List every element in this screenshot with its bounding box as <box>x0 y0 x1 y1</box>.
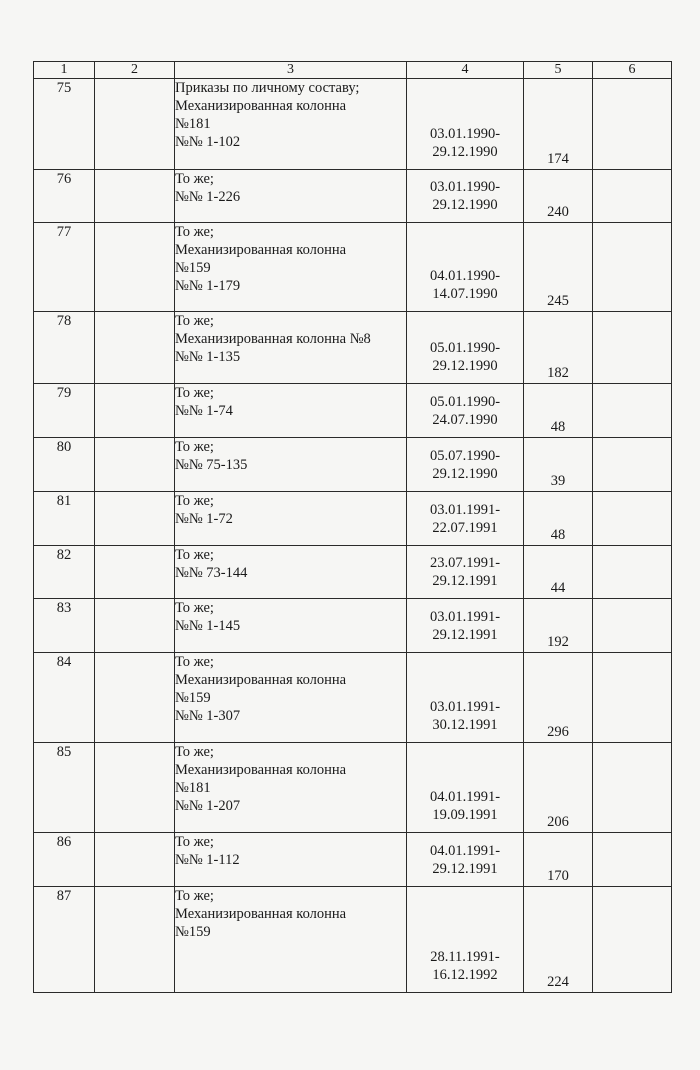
item-title-line: Механизированная колонна №8 <box>175 331 371 347</box>
table-header-row <box>34 62 672 79</box>
table-row <box>34 599 672 653</box>
date-range-cell <box>407 79 524 170</box>
date-start: 04.01.1990- <box>429 268 501 284</box>
col2-cell <box>95 312 175 384</box>
date-end: 14.07.1990 <box>432 286 498 302</box>
date-start: 04.01.1991- <box>429 843 501 859</box>
item-title-line: Механизированная колонна <box>175 762 347 778</box>
col2-cell <box>95 223 175 312</box>
item-title-line: Механизированная колонна <box>175 906 347 922</box>
date-end: 29.12.1990 <box>432 144 498 160</box>
date-range-cell <box>407 887 524 993</box>
sheet-count-cell: 48 <box>524 384 593 438</box>
col2-cell <box>95 170 175 223</box>
date-end: 29.12.1991 <box>432 861 498 877</box>
header-cell: 1 <box>34 62 95 79</box>
item-title-cell <box>175 546 407 599</box>
sheet-count-cell: 182 <box>524 312 593 384</box>
date-range-cell <box>407 438 524 492</box>
col2-cell <box>95 743 175 833</box>
item-title-line: То же; <box>175 834 214 850</box>
col6-cell <box>593 384 672 438</box>
col6-cell <box>593 546 672 599</box>
table-row <box>34 492 672 546</box>
item-title-line: То же; <box>175 313 214 329</box>
table-row <box>34 887 672 993</box>
item-title-line: То же; <box>175 600 214 616</box>
item-number-cell: 82 <box>34 546 95 599</box>
table-body <box>34 79 672 993</box>
date-range-cell <box>407 312 524 384</box>
item-title-cell <box>175 223 407 312</box>
date-start: 03.01.1990- <box>429 179 501 195</box>
date-range-cell <box>407 170 524 223</box>
sheet-count-cell: 174 <box>524 79 593 170</box>
header-cell: 6 <box>593 62 672 79</box>
item-title-cell <box>175 170 407 223</box>
col2-cell <box>95 438 175 492</box>
date-start: 05.07.1990- <box>429 448 501 464</box>
col2-cell <box>95 599 175 653</box>
sheet-count-cell: 192 <box>524 599 593 653</box>
sheet-count-cell: 206 <box>524 743 593 833</box>
item-title-cell <box>175 492 407 546</box>
item-title-line: №№ 1-179 <box>175 278 241 294</box>
date-end: 29.12.1991 <box>432 573 498 589</box>
date-end: 19.09.1991 <box>432 807 498 823</box>
date-start: 28.11.1991- <box>430 949 500 965</box>
item-title-cell <box>175 312 407 384</box>
item-title-line: Механизированная колонна <box>175 98 347 114</box>
table-row <box>34 384 672 438</box>
col6-cell <box>593 599 672 653</box>
table-row <box>34 438 672 492</box>
col2-cell <box>95 833 175 887</box>
date-start: 05.01.1990- <box>429 394 501 410</box>
date-start: 04.01.1991- <box>429 789 501 805</box>
item-title-line: №159 <box>175 690 211 706</box>
date-end: 29.12.1990 <box>432 358 498 374</box>
item-title-line: То же; <box>175 171 214 187</box>
sheet-count-cell: 240 <box>524 170 593 223</box>
item-title-line: То же; <box>175 654 214 670</box>
item-title-line: №№ 1-112 <box>175 852 240 868</box>
item-title-cell <box>175 438 407 492</box>
item-title-line: То же; <box>175 385 214 401</box>
item-title-line: То же; <box>175 224 214 240</box>
item-title-line: №№ 1-135 <box>175 349 241 365</box>
item-title-line: №№ 1-72 <box>175 511 233 527</box>
item-number-cell: 76 <box>34 170 95 223</box>
item-title-line: №181 <box>175 780 211 796</box>
item-number-cell: 84 <box>34 653 95 743</box>
date-start: 05.01.1990- <box>429 340 501 356</box>
sheet-count-cell: 170 <box>524 833 593 887</box>
item-number-cell: 87 <box>34 887 95 993</box>
item-title-line: №№ 1-226 <box>175 189 241 205</box>
sheet-count-cell: 296 <box>524 653 593 743</box>
date-end: 29.12.1990 <box>432 197 498 213</box>
sheet-count-cell: 39 <box>524 438 593 492</box>
item-title-line: №181 <box>175 116 211 132</box>
col6-cell <box>593 492 672 546</box>
item-title-cell <box>175 653 407 743</box>
item-title-cell <box>175 599 407 653</box>
header-cell: 3 <box>175 62 407 79</box>
sheet-count-cell: 224 <box>524 887 593 993</box>
item-title-line: №№ 1-307 <box>175 708 241 724</box>
sheet-count-cell: 245 <box>524 223 593 312</box>
item-number-cell: 79 <box>34 384 95 438</box>
item-number-cell: 75 <box>34 79 95 170</box>
item-title-cell <box>175 887 407 993</box>
item-title-line: №159 <box>175 924 211 940</box>
date-range-cell <box>407 384 524 438</box>
col2-cell <box>95 492 175 546</box>
item-title-cell <box>175 743 407 833</box>
date-range-cell <box>407 492 524 546</box>
date-end: 16.12.1992 <box>432 967 498 983</box>
col2-cell <box>95 546 175 599</box>
item-title-line: №№ 1-145 <box>175 618 241 634</box>
col2-cell <box>95 384 175 438</box>
item-title-line: №№ 1-102 <box>175 134 241 150</box>
item-title-cell <box>175 833 407 887</box>
date-end: 30.12.1991 <box>432 717 498 733</box>
date-range-cell <box>407 599 524 653</box>
col6-cell <box>593 223 672 312</box>
date-range-cell <box>407 653 524 743</box>
item-number-cell: 83 <box>34 599 95 653</box>
col6-cell <box>593 438 672 492</box>
col6-cell <box>593 887 672 993</box>
item-title-line: №№ 1-74 <box>175 403 233 419</box>
item-title-line: Приказы по личному составу; <box>175 80 360 96</box>
col6-cell <box>593 170 672 223</box>
table-row <box>34 546 672 599</box>
item-number-cell: 77 <box>34 223 95 312</box>
item-number-cell: 86 <box>34 833 95 887</box>
item-title-line: №№ 1-207 <box>175 798 241 814</box>
col6-cell <box>593 833 672 887</box>
date-end: 24.07.1990 <box>432 412 498 428</box>
col6-cell <box>593 653 672 743</box>
date-range-cell <box>407 546 524 599</box>
header-cell: 5 <box>524 62 593 79</box>
date-range-cell <box>407 743 524 833</box>
date-range-cell <box>407 833 524 887</box>
table-row <box>34 312 672 384</box>
header-cell: 2 <box>95 62 175 79</box>
date-end: 29.12.1991 <box>432 627 498 643</box>
item-title-line: Механизированная колонна <box>175 242 347 258</box>
inventory-table <box>33 61 672 993</box>
table-row <box>34 170 672 223</box>
sheet-count-cell: 48 <box>524 492 593 546</box>
item-title-cell <box>175 384 407 438</box>
item-title-line: №№ 75-135 <box>175 457 248 473</box>
date-start: 03.01.1991- <box>429 502 501 518</box>
date-start: 03.01.1990- <box>429 126 501 142</box>
table-row <box>34 743 672 833</box>
item-title-line: То же; <box>175 439 214 455</box>
item-title-line: №№ 73-144 <box>175 565 248 581</box>
date-end: 22.07.1991 <box>432 520 498 536</box>
item-title-line: Механизированная колонна <box>175 672 347 688</box>
date-start: 23.07.1991- <box>429 555 501 571</box>
item-title-line: То же; <box>175 744 214 760</box>
item-title-line: №159 <box>175 260 211 276</box>
date-range-cell <box>407 223 524 312</box>
item-number-cell: 80 <box>34 438 95 492</box>
col2-cell <box>95 887 175 993</box>
item-number-cell: 78 <box>34 312 95 384</box>
table-row <box>34 79 672 170</box>
table-row <box>34 223 672 312</box>
table-row <box>34 653 672 743</box>
item-title-line: То же; <box>175 493 214 509</box>
item-number-cell: 81 <box>34 492 95 546</box>
col6-cell <box>593 312 672 384</box>
date-end: 29.12.1990 <box>432 466 498 482</box>
header-cell: 4 <box>407 62 524 79</box>
item-title-line: То же; <box>175 888 214 904</box>
item-title-cell <box>175 79 407 170</box>
date-start: 03.01.1991- <box>429 609 501 625</box>
col2-cell <box>95 79 175 170</box>
item-number-cell: 85 <box>34 743 95 833</box>
table-row <box>34 833 672 887</box>
col2-cell <box>95 653 175 743</box>
date-start: 03.01.1991- <box>429 699 501 715</box>
item-title-line: То же; <box>175 547 214 563</box>
col6-cell <box>593 743 672 833</box>
sheet-count-cell: 44 <box>524 546 593 599</box>
col6-cell <box>593 79 672 170</box>
